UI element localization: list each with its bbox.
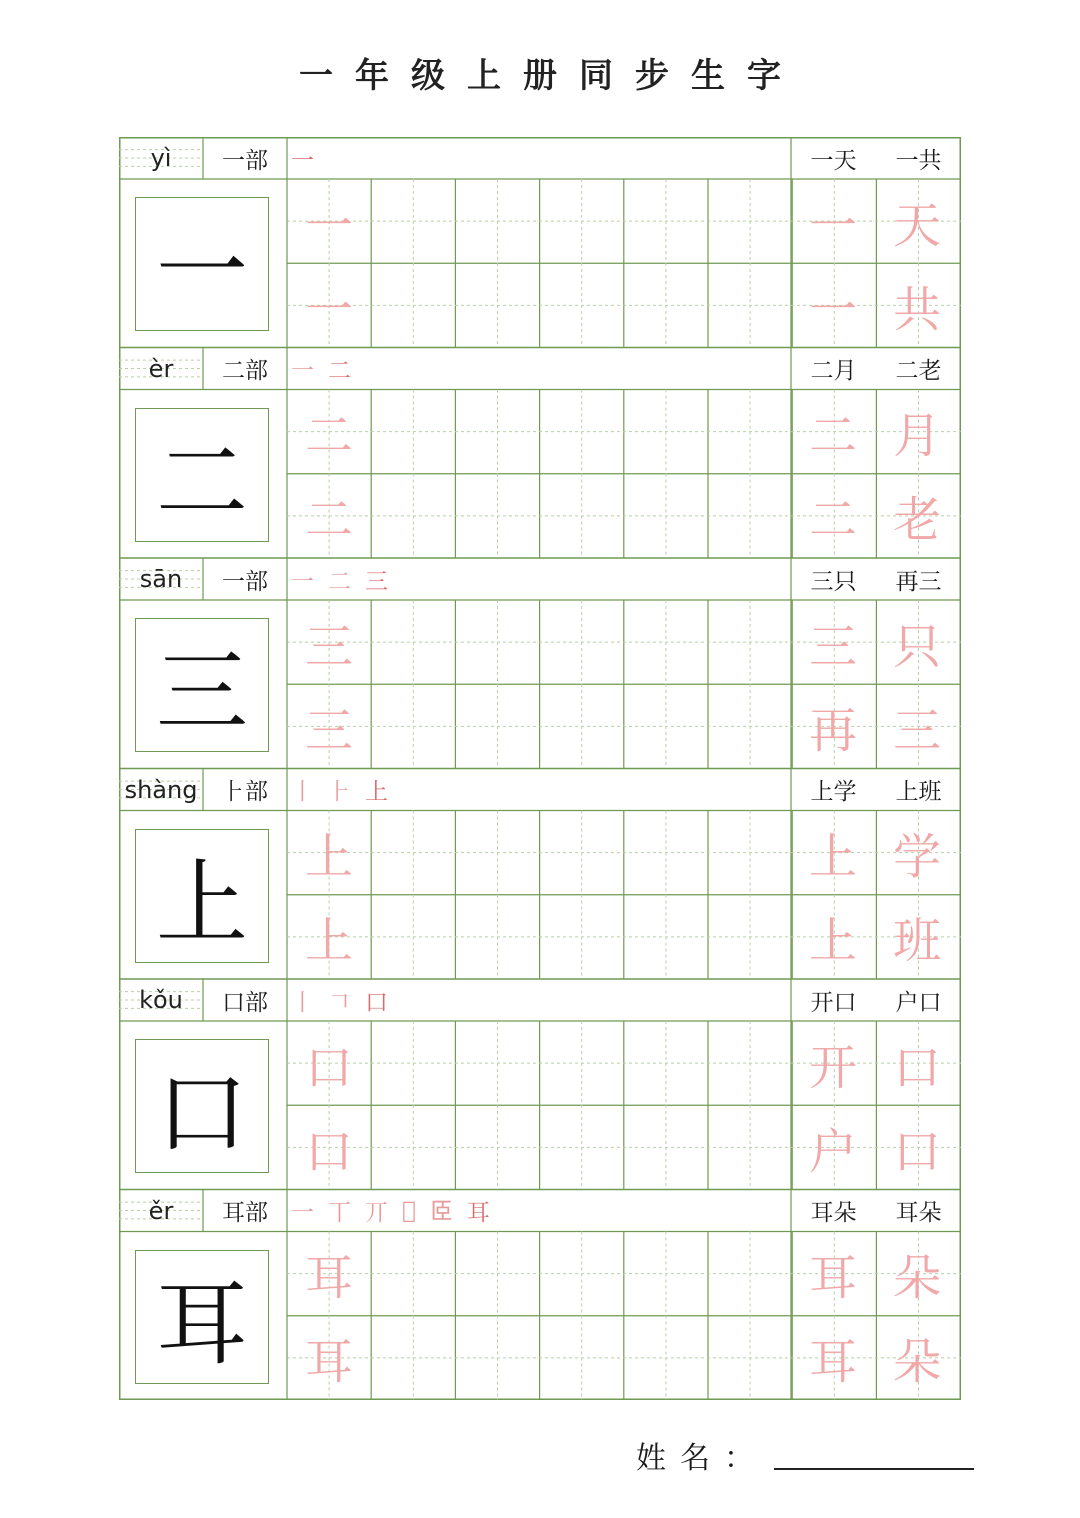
name-underline[interactable] [774,1440,974,1470]
trace-word-character: 天 [893,197,942,254]
model-character: 口 [135,1039,269,1173]
char-header [119,1190,961,1232]
pinyin: èr [148,354,174,383]
pinyin: ěr [148,1196,174,1225]
trace-word-character: 一 [808,281,857,338]
stroke-step: 丅 [328,1200,351,1226]
example-words [791,137,961,179]
worksheet-grid [119,137,961,1400]
model-character: 上 [135,829,269,963]
trace-character: 口 [304,1039,353,1096]
radical-label: 耳部 [222,1200,268,1226]
trace-character: 口 [304,1123,353,1180]
radical-label: 口部 [222,989,268,1016]
stroke-step: 丨 [291,779,314,805]
stroke-step: 二 [328,358,351,384]
example-words [791,769,961,811]
example-word: 耳朵 [810,1200,857,1226]
trace-character: 二 [304,408,353,465]
model-character: 耳 [135,1250,269,1384]
stroke-step: 一 [291,1200,314,1226]
trace-word-character: 一 [808,197,857,254]
trace-word-character: 老 [893,492,942,549]
trace-word-character: 开 [808,1039,857,1096]
example-word: 上班 [895,779,942,805]
stroke-order [291,1190,791,1232]
stroke-step: 一 [291,147,314,174]
char-block-5 [119,979,961,1190]
radical-label: 一部 [222,568,268,595]
trace-word-character: 再 [808,702,857,759]
stroke-step: 𦣞 [429,1198,453,1225]
example-words [791,1190,961,1232]
trace-word-character: 二 [808,408,857,465]
char-header [119,979,961,1021]
trace-word-character: 耳 [808,1334,857,1391]
radical-label: ⺊部 [222,779,268,805]
stroke-order [291,137,791,179]
trace-word-character: 朵 [893,1334,942,1391]
pinyin: yì [150,144,172,172]
char-block-4 [119,769,961,980]
trace-word-character: 户 [808,1123,857,1180]
pinyin: kǒu [139,986,183,1014]
trace-character: 耳 [304,1334,353,1391]
example-word: 一共 [895,147,942,174]
stroke-step: 二 [328,568,351,595]
stroke-step: 丨 [291,989,314,1016]
trace-word-character: 朵 [893,1250,942,1307]
example-words [791,979,961,1021]
trace-word-character: 三 [893,702,942,759]
trace-character: 一 [304,197,353,254]
trace-word-character: 共 [893,281,942,338]
page-title: 一年级上册同步生字 [299,56,803,96]
example-word: 一天 [810,147,857,174]
example-word: 耳朵 [895,1200,942,1226]
model-character: 三 [135,618,269,752]
trace-character: 三 [304,702,353,759]
trace-character: 二 [304,492,353,549]
trace-character: 一 [304,281,353,338]
name-label: 姓名： [636,1441,768,1476]
stroke-order [291,769,791,811]
stroke-order [291,348,791,390]
trace-word-character: 上 [808,829,857,886]
char-block-6 [119,1190,961,1401]
example-word: 户口 [895,989,942,1016]
example-word: 二老 [895,358,942,384]
example-words [791,558,961,600]
name-field[interactable] [636,1430,974,1480]
trace-word-character: 月 [893,408,942,465]
stroke-step: 𠃍 [328,989,351,1016]
example-word: 二月 [810,358,857,384]
trace-word-character: 口 [893,1123,942,1180]
char-header [119,769,961,811]
char-block-2 [119,348,961,559]
stroke-step: ⺊ [328,779,351,805]
trace-word-character: 口 [893,1039,942,1096]
radical-label: 一部 [222,147,268,174]
example-word: 开口 [810,989,857,1016]
stroke-step: 三 [365,568,388,595]
trace-word-character: 耳 [808,1250,857,1307]
trace-character: 三 [304,618,353,675]
example-word: 三只 [810,568,857,595]
stroke-order [291,979,791,1021]
trace-character: 上 [304,913,353,970]
example-word: 再三 [895,568,942,595]
stroke-step: 一 [291,568,314,595]
stroke-step: 上 [365,779,388,805]
stroke-step: 口 [365,989,388,1016]
trace-character: 上 [304,829,353,886]
radical-label: 二部 [222,358,268,384]
char-block-3 [119,558,961,769]
char-header [119,348,961,390]
example-word: 上学 [810,779,857,805]
pinyin: shàng [124,775,198,804]
trace-word-character: 只 [893,618,942,675]
stroke-order [291,558,791,600]
stroke-step: 耳 [466,1200,490,1226]
model-character: 一 [135,197,269,331]
char-block-1 [119,137,961,348]
trace-word-character: 二 [808,492,857,549]
char-header [119,558,961,600]
stroke-step: 𠀉 [402,1197,416,1224]
char-header [119,137,961,179]
example-words [791,348,961,390]
model-character: 二 [135,408,269,542]
trace-word-character: 班 [893,913,942,970]
trace-word-character: 上 [808,913,857,970]
pinyin: sān [139,565,183,593]
trace-character: 耳 [304,1250,353,1307]
stroke-step: 一 [291,358,314,384]
trace-word-character: 学 [893,829,942,886]
stroke-step: 丌 [365,1200,388,1226]
trace-word-character: 三 [808,618,857,675]
